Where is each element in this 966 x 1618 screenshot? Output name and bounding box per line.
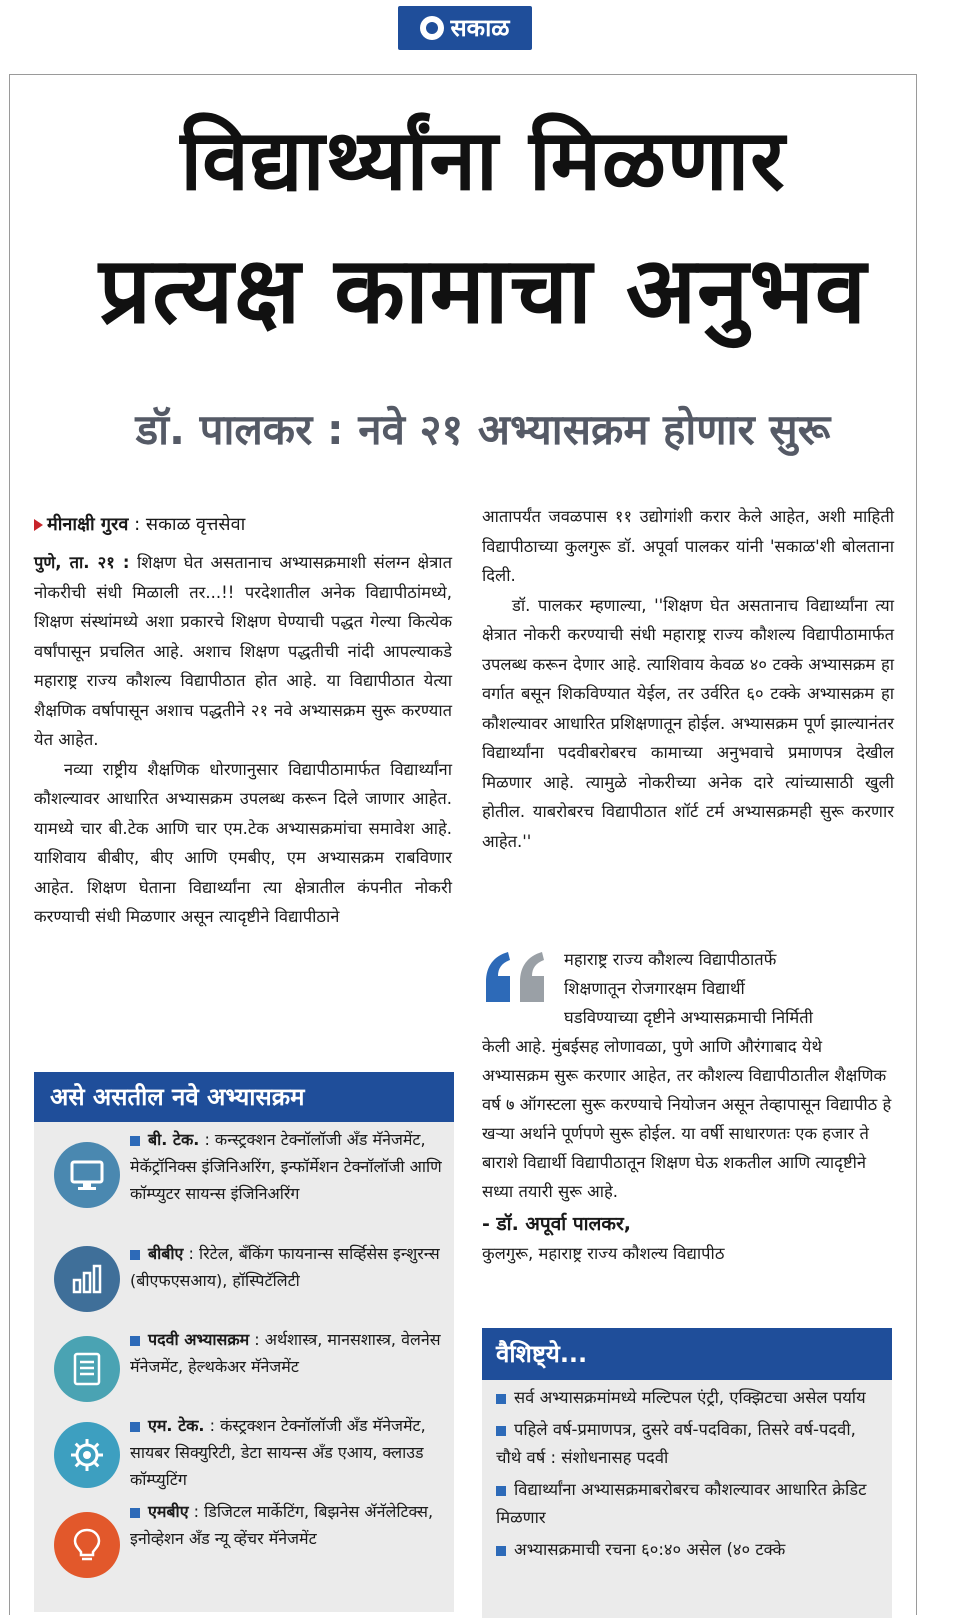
masthead-name: सकाळ [450,14,510,42]
quote-block [482,945,892,1268]
dateline: पुणे, ता. २१ : [34,553,130,572]
course-item-text [130,1412,448,1493]
headline-line-1: विद्यार्थ्यांना मिळणार [180,111,786,209]
course-label: एम. टेक. [148,1416,205,1435]
feature-item [482,1472,892,1532]
lightbulb-icon [54,1512,120,1578]
course-label: एमबीए [148,1502,189,1521]
masthead-logo [398,6,532,50]
byline-marker-icon [34,519,43,531]
feature-text: सर्व अभ्यासक्रमांमध्ये मल्टिपल एंट्री, एक्झिटचा असेल पर्याय [514,1388,866,1407]
quote-line-1: महाराष्ट्र राज्य कौशल्य विद्यापीठातर्फे [564,950,777,969]
feature-text: पहिले वर्ष-प्रमाणपत्र, दुसरे वर्ष-पदविका, तिसरे वर्ष-पदवी, चौथे वर्ष : संशोधनासह पदवी [496,1420,856,1467]
left-paragraph-1-text: शिक्षण घेत असतानाच अभ्यासक्रमाशी संलग्न क्षेत्रात नोकरीची संधी मिळाली तर...!! परदेशातील अनेक विद्यापीठांमध्ये, शिक्षण संस्थांमध्ये अशा प्रकारचे शिक्षण घेण्याची पद्धत गेल्या कित्येक वर्षांपासून प्रचलित आहे. अशाच शिक्षण पद्धतीची नांदी आपल्याकडे महाराष्ट्र राज्य कौशल्य विद्यापीठात होत आहे. या विद्यापीठात येत्या शैक्षणिक वर्षापासून अशाच पद्धतीने २१ नवे अभ्यासक्रम सुरू करण्यात येत आहेत. [34,553,452,749]
byline-source: : सकाळ वृत्तसेवा [128,514,246,535]
feature-item [482,1532,892,1564]
right-paragraph-2: डॉ. पालकर म्हणाल्या, ''शिक्षण घेत असतानाच विद्यार्थ्यांना त्या क्षेत्रात नोकरी करण्याची संधी महाराष्ट्र राज्य कौशल्य विद्यापीठामार्फत उपलब्ध करून देणार आहे. त्याशिवाय केवळ ४० टक्के अभ्यासक्रम हा वर्गात बसून शिकविण्यात येईल, तर उर्वरित ६० टक्के अभ्यासक्रम हा कौशल्यावर आधारित प्रशिक्षणातून होईल. अभ्यासक्रम पूर्ण झाल्यानंतर विद्यार्थ्यांना पदवीबरोबरच कामाच्या अनुभवाचे प्रमाणपत्र देखील मिळणार आहे. त्यामुळे नोकरीच्या अनेक दारे त्यांच्यासाठी खुली होतील. याबरोबरच विद्यापीठात शॉर्ट टर्म अभ्यासक्रमही सुरू करणार आहेत.'' [482,595,894,851]
features-title: वैशिष्ट्ये... [482,1328,892,1380]
subheadline: डॉ. पालकर : नवे २१ अभ्यासक्रम होणार सुरू [135,405,831,454]
course-item-text [130,1498,448,1552]
course-label: बीबीए [148,1244,184,1263]
quote-rest: केली आहे. मुंबईसह लोणावळा, पुणे आणि औरंगाबाद येथे अभ्यासक्रम सुरू करणार आहेत, तर कौशल्य विद्यापीठातील शैक्षणिक वर्ष ७ ऑगस्टला सुरू करण्याचे नियोजन असून तेव्हापासून विद्यापीठ हे खऱ्या अर्थाने पूर्णपणे सुरू होईल. या वर्षी साधारणतः एक हजार ते बाराशे विद्यार्थी विद्यापीठातून शिक्षण घेऊ शकतील आणि त्यादृष्टीने सध्या तयारी सुरू आहे. [482,1037,892,1201]
left-paragraph-2: नव्या राष्ट्रीय शैक्षणिक धोरणानुसार विद्यापीठामार्फत विद्यार्थ्यांना कौशल्यावर आधारित अभ्यासक्रम उपलब्ध करून दिले जाणार आहेत. यामध्ये चार बी.टेक आणि चार एम.टेक अभ्यासक्रमांचा समावेश आहे. याशिवाय बीबीए, बीए आणि एमबीए, एम अभ्यासक्रम राबविणार आहेत. शिक्षण घेताना विद्यार्थ्यांना त्या क्षेत्रातील कंपनीत नोकरी करण्याची संधी मिळणार असून त्यादृष्टीने विद्यापीठाने [34,759,452,926]
courses-box [34,1072,454,1612]
right-column [482,502,894,856]
course-item-text [130,1126,448,1207]
computer-icon [54,1142,120,1208]
course-label: पदवी अभ्यासक्रम [148,1330,250,1349]
course-desc: : कन्स्ट्रक्शन टेक्नॉलॉजी अँड मॅनेजमेंट, मेकॅट्रॉनिक्स इंजिनिअरिंग, इन्फॉर्मेशन टेक्नॉलॉजी आणि कॉम्प्युटर सायन्स इंजिनिअरिंग [130,1130,442,1203]
gear-icon [54,1422,120,1488]
features-box [482,1328,892,1618]
right-paragraph-1: आतापर्यंत जवळपास ११ उद्योगांशी करार केले आहेत, अशी माहिती विद्यापीठाच्या कुलगुरू डॉ. अपूर्वा पालकर यांनी 'सकाळ'शी बोलताना दिली. [482,507,894,585]
feature-item [482,1380,892,1412]
byline-author: मीनाक्षी गुरव [47,514,129,535]
course-desc: : अर्थशास्त्र, मानसशास्त्र, वेलनेस मॅनेजमेंट, हेल्थकेअर मॅनेजमेंट [130,1330,441,1376]
list-icon [54,1336,120,1402]
course-desc: : डिजिटल मार्केटिंग, बिझनेस ॲनॅलेटिक्स, इनोव्हेशन अँड न्यू व्हेंचर मॅनेजमेंट [130,1502,434,1548]
quote-name: - डॉ. अपूर्वा पालकर, [482,1213,632,1235]
courses-box-title: असे असतील नवे अभ्यासक्रम [34,1072,454,1122]
feature-text: अभ्यासक्रमाची रचना ६०:४० असेल (४० टक्के [514,1540,786,1559]
bar-chart-icon [54,1246,120,1312]
headline-line-2: प्रत्यक्ष कामाचा अनुभव [98,237,868,344]
course-item-text [130,1240,448,1294]
quote-designation: कुलगुरू, महाराष्ट्र राज्य कौशल्य विद्यापीठ [482,1244,725,1263]
feature-item [482,1412,892,1472]
quote-line-2: शिक्षणातून रोजगारक्षम विद्यार्थी [564,979,745,998]
byline [34,512,245,538]
course-desc: : रिटेल, बँकिंग फायनान्स सर्व्हिसेस इन्शुरन्स (बीएफएसआय), हॉस्पिटॅलिटी [130,1244,440,1290]
quote-line-3: घडविण्याच्या दृष्टीने अभ्यासक्रमाची निर्मिती [564,1008,813,1027]
course-item-text [130,1326,448,1380]
left-paragraph-1 [34,548,452,755]
masthead-emblem-icon [420,16,444,40]
course-label: बी. टेक. [148,1130,200,1149]
course-desc: : कंस्ट्रक्शन टेक्नॉलॉजी अँड मॅनेजमेंट, सायबर सिक्युरिटी, डेटा सायन्स अँड एआय, क्लाउड कॉम्प्युटिंग [130,1416,426,1489]
feature-text: विद्यार्थ्यांना अभ्यासक्रमाबरोबरच कौशल्यावर आधारित क्रेडिट मिळणार [496,1480,867,1527]
left-column [34,548,452,932]
